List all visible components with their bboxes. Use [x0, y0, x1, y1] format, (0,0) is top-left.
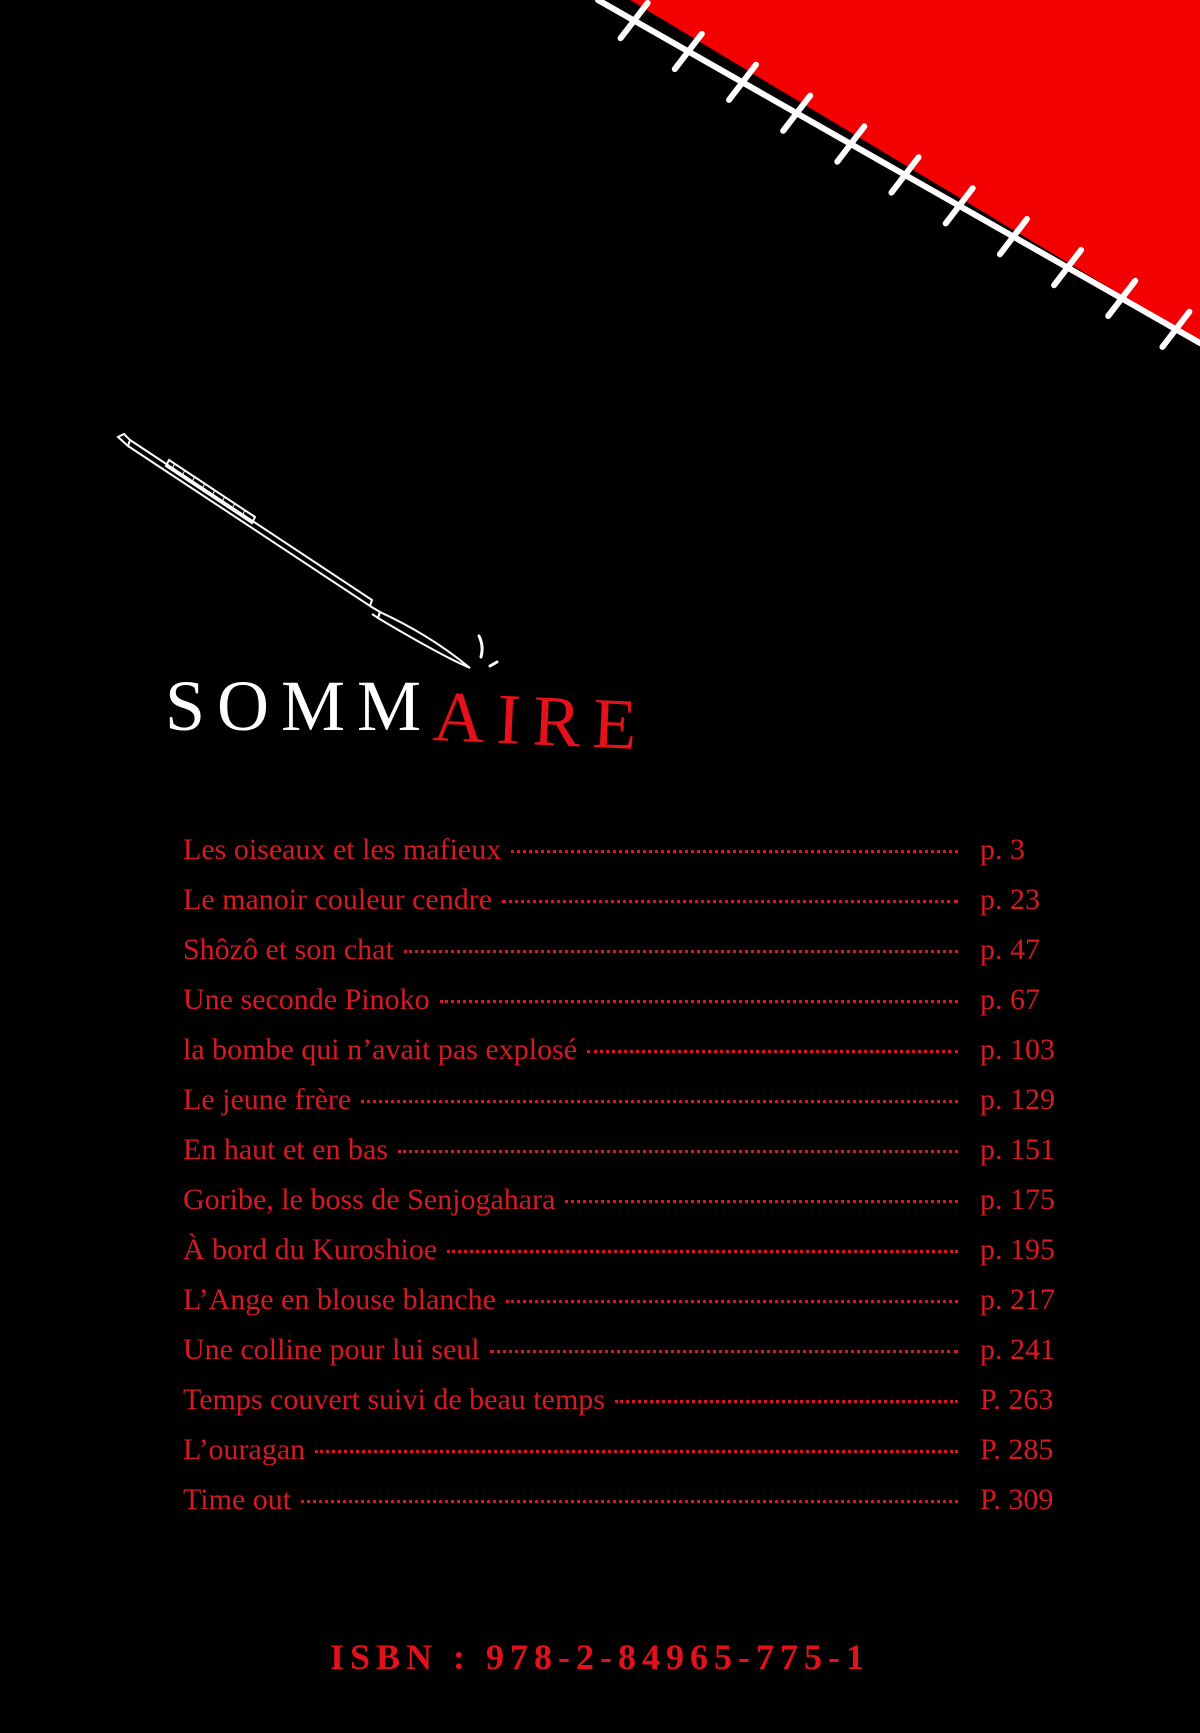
- toc-dot-leader: [506, 1300, 958, 1303]
- scalpel-icon: [118, 434, 470, 668]
- toc-page: P. 309: [980, 1483, 1054, 1516]
- toc-dot-leader: [502, 900, 958, 903]
- toc-title: Les oiseaux et les mafieux: [183, 833, 502, 866]
- toc-row: [183, 1333, 1068, 1383]
- toc-page: p. 241: [980, 1333, 1055, 1366]
- toc-dot-leader: [398, 1150, 958, 1153]
- toc-title: Shôzô et son chat: [183, 933, 394, 966]
- page-title: [165, 666, 651, 766]
- toc-page: p. 103: [980, 1033, 1055, 1066]
- toc-row: [183, 1083, 1068, 1133]
- toc-page: p. 47: [980, 933, 1040, 966]
- toc-dot-leader: [490, 1350, 958, 1353]
- toc-page: p. 217: [980, 1283, 1055, 1316]
- toc-title: Une colline pour lui seul: [183, 1333, 480, 1366]
- toc-row: [183, 883, 1068, 933]
- title-red-part: AIRE: [431, 676, 651, 766]
- toc-title: Time out: [183, 1483, 292, 1516]
- red-stitched-corner: [598, 0, 1200, 347]
- toc-title: À bord du Kuroshioe: [183, 1233, 438, 1266]
- toc-page: p. 175: [980, 1183, 1055, 1216]
- toc-dot-leader: [511, 850, 958, 853]
- toc-title: la bombe qui n’avait pas explosé: [183, 1033, 578, 1066]
- toc-dot-leader: [447, 1250, 958, 1253]
- stitch: [783, 96, 810, 131]
- toc-dot-leader: [565, 1200, 958, 1203]
- toc-page: p. 195: [980, 1233, 1055, 1266]
- toc-row: [183, 1033, 1068, 1083]
- toc-page: p. 67: [980, 983, 1040, 1016]
- toc-title: L’ouragan: [183, 1433, 306, 1466]
- toc-page: p. 151: [980, 1133, 1055, 1166]
- toc-row: [183, 1283, 1068, 1333]
- toc-row: [183, 1433, 1068, 1483]
- stitch: [729, 65, 756, 100]
- toc-page: P. 263: [980, 1383, 1054, 1416]
- table-of-contents: [183, 833, 1068, 1533]
- toc-title: Goribe, le boss de Senjogahara: [183, 1183, 556, 1216]
- toc-page: p. 3: [980, 833, 1025, 866]
- toc-page: p. 23: [980, 883, 1040, 916]
- sparkle-marks: [479, 636, 497, 666]
- toc-title: L’Ange en blouse blanche: [183, 1283, 496, 1316]
- toc-row: [183, 833, 1068, 883]
- toc-row: [183, 1483, 1068, 1533]
- isbn-line: ISBN : 978-2-84965-775-1: [330, 1637, 870, 1677]
- toc-row: [183, 933, 1068, 983]
- toc-page: p. 129: [980, 1083, 1055, 1116]
- toc-title: Le manoir couleur cendre: [183, 883, 493, 916]
- toc-row: [183, 1183, 1068, 1233]
- toc-title: En haut et en bas: [183, 1133, 388, 1166]
- toc-row: [183, 1383, 1068, 1433]
- toc-row: [183, 1133, 1068, 1183]
- toc-dot-leader: [587, 1050, 958, 1053]
- toc-dot-leader: [301, 1500, 958, 1503]
- toc-dot-leader: [361, 1100, 958, 1103]
- toc-title: Temps couvert suivi de beau temps: [183, 1383, 605, 1416]
- toc-title: Le jeune frère: [183, 1083, 352, 1116]
- toc-dot-leader: [615, 1400, 958, 1403]
- title-white-part: SOMM: [165, 666, 434, 746]
- toc-row: [183, 983, 1068, 1033]
- toc-title: Une seconde Pinoko: [183, 983, 430, 1016]
- toc-dot-leader: [440, 1000, 958, 1003]
- toc-dot-leader: [315, 1450, 958, 1453]
- toc-dot-leader: [404, 950, 958, 953]
- toc-page: P. 285: [980, 1433, 1054, 1466]
- stitch: [675, 34, 702, 69]
- stitch: [621, 3, 648, 38]
- red-corner-shape: [630, 0, 1200, 342]
- toc-row: [183, 1233, 1068, 1283]
